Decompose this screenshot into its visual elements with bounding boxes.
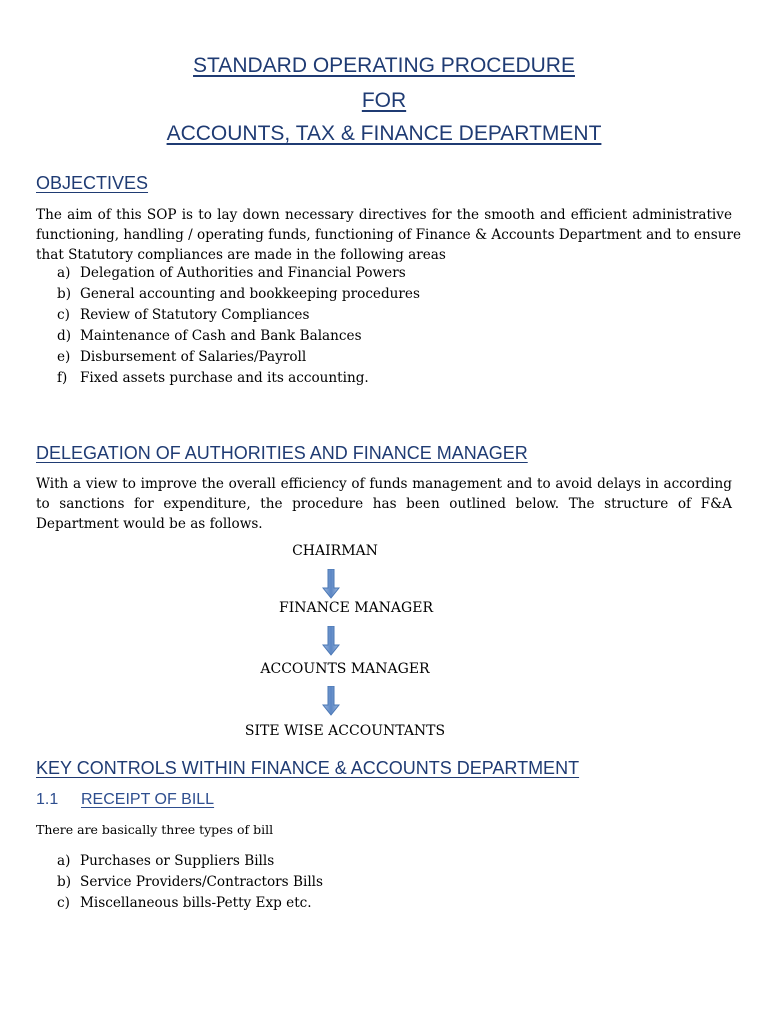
org-chairman: CHAIRMAN: [292, 543, 378, 559]
delegation-paragraph: [36, 474, 732, 534]
list-marker: c): [57, 307, 70, 323]
paragraph-line: functioning, handling / operating funds, functioning of Finance & Accounts Department and to ensure: [36, 227, 741, 243]
paragraph-line: Department would be as follows.: [36, 516, 263, 532]
delegation-heading: DELEGATION OF AUTHORITIES AND FINANCE MANAGER: [36, 443, 528, 463]
key-controls-heading: KEY CONTROLS WITHIN FINANCE & ACCOUNTS DEPARTMENT: [36, 758, 580, 778]
bill-types-intro: There are basically three types of bill: [36, 822, 274, 837]
list-item: [57, 851, 323, 872]
document-title-line-2: FOR: [361, 89, 407, 112]
document-title-line-3: ACCOUNTS, TAX & FINANCE DEPARTMENT: [166, 122, 602, 145]
paragraph-line: With a view to improve the overall efficiency of funds management and to avoid delays in according: [36, 476, 732, 492]
list-marker: c): [57, 895, 70, 911]
list-item-text: Maintenance of Cash and Bank Balances: [80, 328, 362, 344]
list-item: [57, 347, 420, 368]
section-title: RECEIPT OF BILL: [81, 791, 215, 808]
down-arrow-icon: [322, 686, 340, 716]
document-title-line-1: STANDARD OPERATING PROCEDURE: [193, 54, 575, 77]
paragraph-line: The aim of this SOP is to lay down necessary directives for the smooth and efficient administrative: [36, 207, 732, 223]
list-marker: b): [57, 286, 72, 302]
list-item: [57, 305, 420, 326]
section-number: 1.1: [36, 791, 59, 808]
paragraph-line: that Statutory compliances are made in the following areas: [36, 247, 446, 263]
down-arrow-icon: [322, 626, 340, 656]
list-item: [57, 368, 420, 389]
list-item: [57, 872, 323, 893]
list-marker: b): [57, 874, 72, 890]
objectives-heading: OBJECTIVES: [36, 173, 149, 193]
list-item-text: Fixed assets purchase and its accounting.: [80, 370, 369, 386]
list-item: [57, 326, 420, 347]
list-item: [57, 284, 420, 305]
list-item-text: Purchases or Suppliers Bills: [80, 853, 275, 869]
org-accounts-manager: ACCOUNTS MANAGER: [260, 661, 430, 677]
list-item-text: Review of Statutory Compliances: [80, 307, 310, 323]
list-item-text: Miscellaneous bills-Petty Exp etc.: [80, 895, 312, 911]
list-marker: e): [57, 349, 71, 365]
down-arrow-icon: [322, 569, 340, 599]
list-marker: a): [57, 853, 71, 869]
list-item: [57, 263, 420, 284]
org-site-wise-accountants: SITE WISE ACCOUNTANTS: [244, 723, 446, 739]
list-item: [57, 893, 323, 914]
list-marker: a): [57, 265, 71, 281]
list-item-text: Disbursement of Salaries/Payroll: [80, 349, 307, 365]
objectives-list: [57, 263, 420, 389]
list-marker: f): [57, 370, 68, 386]
paragraph-line: to sanctions for expenditure, the procedure has been outlined below. The structure of F&A: [36, 496, 732, 512]
objectives-paragraph: [36, 205, 741, 265]
list-item-text: Service Providers/Contractors Bills: [80, 874, 323, 890]
list-marker: d): [57, 328, 72, 344]
bill-types-list: [57, 851, 323, 914]
org-finance-manager: FINANCE MANAGER: [279, 600, 433, 616]
list-item-text: Delegation of Authorities and Financial Powers: [80, 265, 406, 281]
list-item-text: General accounting and bookkeeping procedures: [80, 286, 420, 302]
section-heading: [36, 791, 214, 809]
